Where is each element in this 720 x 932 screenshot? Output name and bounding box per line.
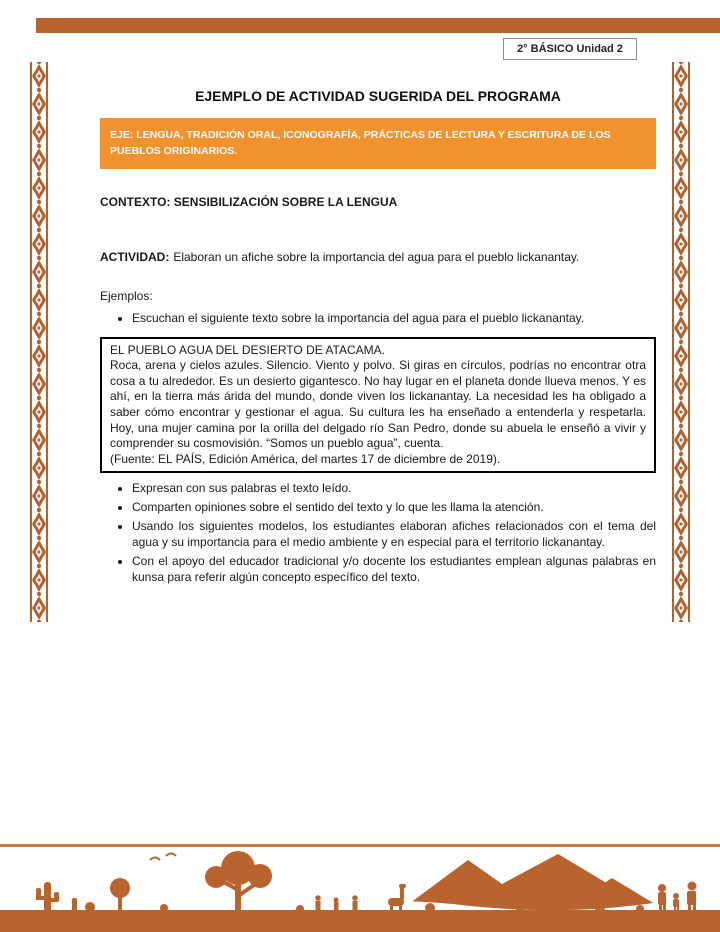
list-item: • Escuchan el siguiente texto sobre la importancia del agua para el pueblo lickanantay. [132,311,656,327]
cactus-icon [36,882,77,912]
content-area [100,88,656,589]
contexto-heading: CONTEXTO: SENSIBILIZACIÓN SOBRE LA LENGUA [100,194,398,209]
list-item: • Expresan con sus palabras el texto leído. [132,481,656,497]
textile-pattern-icon [672,62,690,622]
actividad-text: Elaboran un afiche sobre la importancia del agua para el pueblo lickanantay. [173,249,580,264]
reading-body: Roca, arena y cielos azules. Silencio. Viento y polvo. Si giras en círculos, podrías no encontrar otra cosa a tu alrededor. Es un desierto gigantesco. No hay lugar en el planeta donde llueva menos. Y es ahí, en la tierra más árida del mundo, donde viven los lickanantay. La necesidad les ha obligado a saber cómo encontrar y gestionar el agua. Su cultura les ha enseñado a entenderla y respetarla. Hoy, una mujer camina por la orilla del delgado río San Pedro, donde su abuela le enseñó a vivir y comprender su cosmovisión. “Somos un pueblo agua”, cuenta. [110,358,646,451]
ejemplos-list [100,311,656,327]
actividad-label: ACTIVIDAD: [100,249,170,264]
small-tree-icon [110,878,130,912]
page-title: EJEMPLO DE ACTIVIDAD SUGERIDA DEL PROGRAMA [195,88,561,104]
andean-landscape-illustration [0,844,720,932]
footer-bar [0,910,720,932]
eje-banner: EJE: LENGUA, TRADICIÓN ORAL, ICONOGRAFÍA, PRÁCTICAS DE LECTURA Y ESCRITURA DE LOS PUEBLOS ORIGINARIOS. [100,118,656,169]
grade-unit-badge: 2° BÁSICO Unidad 2 [503,38,637,60]
footer-illustration [0,844,720,932]
list-item: • Comparten opiniones sobre el sentido del texto y lo que les llama la atención. [132,500,656,516]
actividad-line [100,249,656,265]
activities-list [100,481,656,586]
reading-passage-box [100,337,656,474]
footer-rule [0,844,720,847]
reading-source: (Fuente: EL PAÍS, Edición América, del martes 17 de diciembre de 2019). [110,451,501,466]
ejemplos-label: Ejemplos: [100,288,153,303]
birds-icon [150,854,176,861]
left-textile-border [30,62,48,622]
tree-icon [205,851,272,912]
right-textile-border [672,62,690,622]
people-icons [658,882,697,913]
reading-title: EL PUEBLO AGUA DEL DESIERTO DE ATACAMA. [110,342,385,357]
header-rule [36,18,720,33]
list-item: • Con el apoyo del educador tradicional y/o docente los estudiantes emplean algunas palabras en kunsa para referir algún concepto específico del texto. [132,554,656,586]
list-item: • Usando los siguientes modelos, los estudiantes elaboran afiches relacionados con el tema del agua y su importancia para el medio ambiente y en especial para el territorio lickanantay. [132,519,656,551]
textile-pattern-icon [30,62,48,622]
